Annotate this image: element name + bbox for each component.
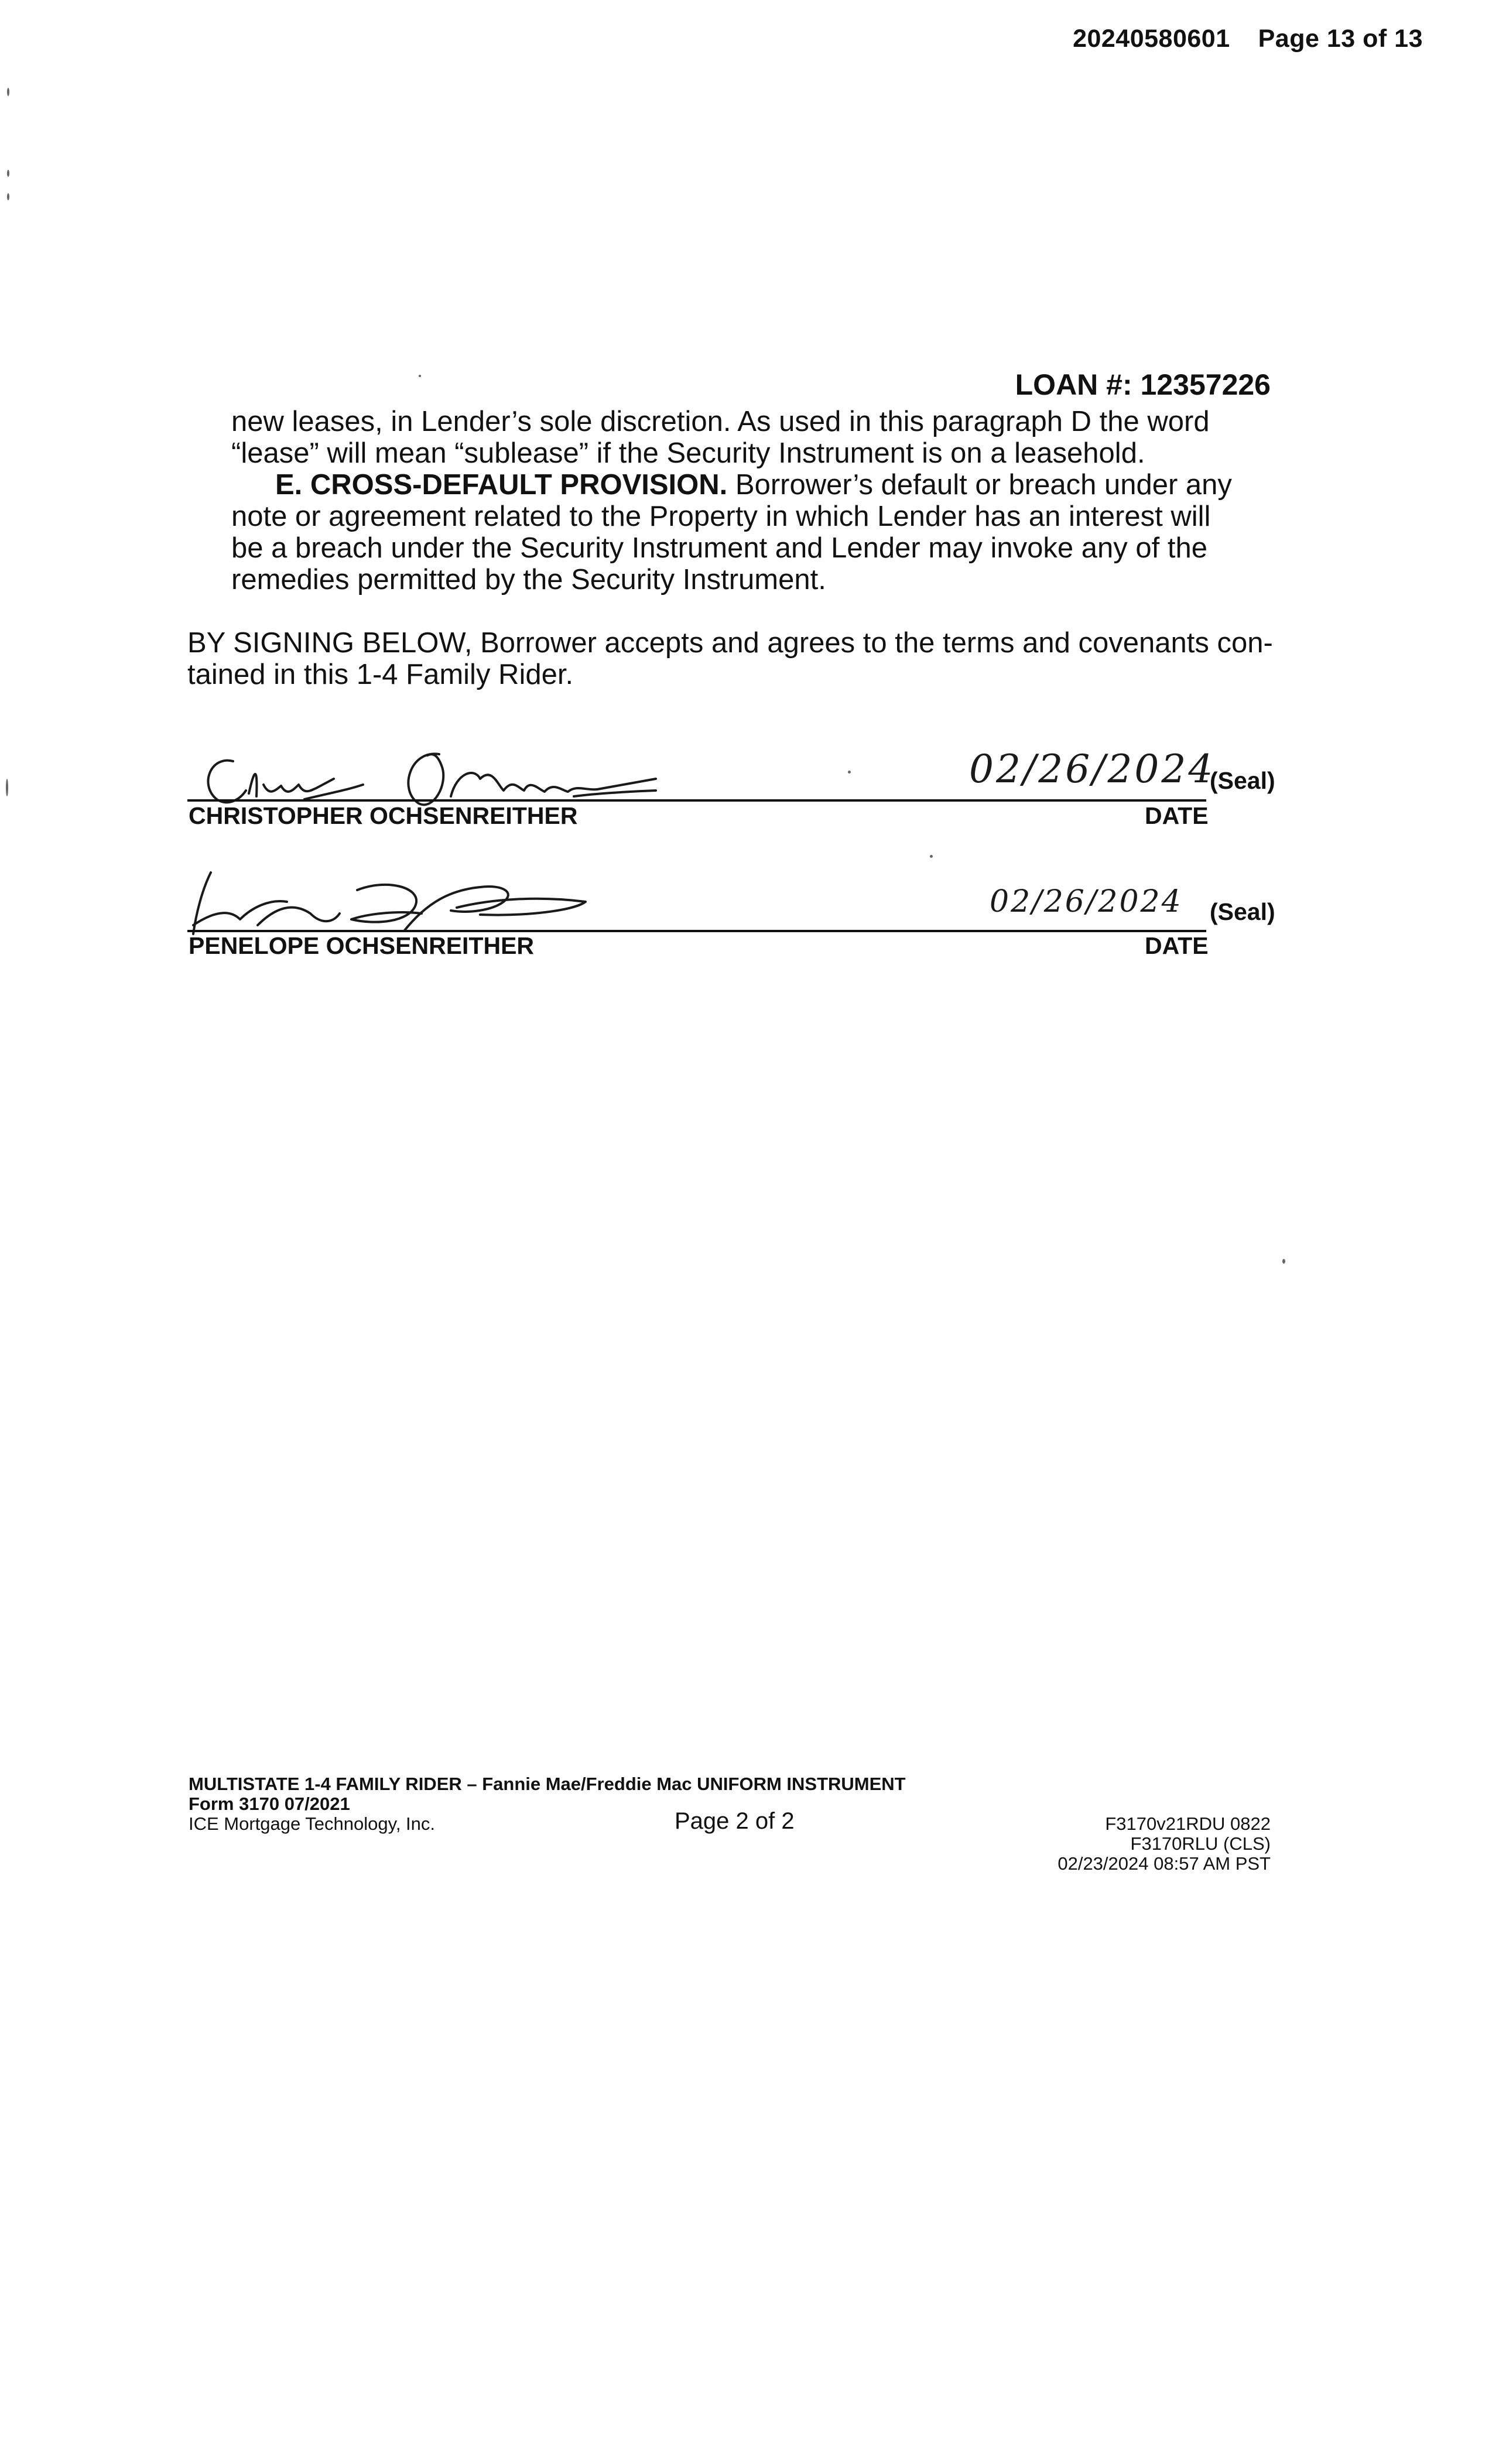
scan-artifact	[930, 855, 933, 858]
scan-artifact	[6, 779, 8, 796]
page-header	[1073, 25, 1423, 53]
paragraph-e-line-1	[275, 469, 1232, 501]
footer-form-title: MULTISTATE 1-4 FAMILY RIDER – Fannie Mae/Freddie Mac UNIFORM INSTRUMENT	[189, 1774, 906, 1794]
paragraph-e-line-3: be a breach under the Security Instrument and Lender may invoke any of the	[231, 532, 1208, 564]
signature-date-penelope: 02/26/2024	[990, 884, 1183, 919]
page-counter: Page 13 of 13	[1258, 25, 1423, 53]
signer-name-christopher: CHRISTOPHER OCHSENREITHER	[189, 802, 578, 829]
paragraph-d-line-1: new leases, in Lender’s sole discretion. As used in this paragraph D the word	[231, 406, 1210, 437]
seal-label-christopher: (Seal)	[1210, 767, 1275, 794]
signature-line-christopher	[187, 799, 1206, 802]
paragraph-e-line-4: remedies permitted by the Security Instrument.	[231, 564, 826, 596]
signer-name-penelope: PENELOPE OCHSENREITHER	[189, 932, 535, 959]
signature-christopher	[187, 744, 714, 808]
date-label-christopher: DATE	[1145, 802, 1209, 829]
footer-form-number: Form 3170 07/2021	[189, 1794, 350, 1814]
footer-company: ICE Mortgage Technology, Inc.	[189, 1813, 436, 1834]
loan-number: LOAN #: 12357226	[1015, 368, 1271, 401]
paragraph-e-heading: E. CROSS-DEFAULT PROVISION.	[275, 469, 728, 501]
scan-artifact	[7, 170, 9, 177]
paragraph-d-line-2: “lease” will mean “sublease” if the Security Instrument is on a leasehold.	[231, 437, 1145, 469]
footer-timestamp: 02/23/2024 08:57 AM PST	[1057, 1853, 1271, 1874]
document-number: 20240580601	[1073, 25, 1230, 53]
scan-artifact	[419, 375, 421, 377]
seal-label-penelope: (Seal)	[1210, 898, 1275, 925]
footer-page-number: Page 2 of 2	[675, 1808, 795, 1834]
paragraph-e-line-1-text: Borrower’s default or breach under any	[727, 469, 1232, 501]
scan-artifact	[7, 88, 9, 96]
signature-date-christopher: 02/26/2024	[969, 747, 1216, 792]
scan-artifact	[1282, 1259, 1285, 1264]
footer-form-code-2: F3170RLU (CLS)	[1130, 1833, 1271, 1854]
scan-artifact	[848, 771, 851, 774]
signing-statement-line-1: BY SIGNING BELOW, Borrower accepts and agrees to the terms and covenants con-	[187, 627, 1273, 659]
date-label-penelope: DATE	[1145, 932, 1209, 959]
signing-statement-line-2: tained in this 1-4 Family Rider.	[187, 659, 574, 690]
footer-form-code: F3170v21RDU 0822	[1105, 1813, 1271, 1834]
scan-artifact	[7, 193, 9, 200]
paragraph-e-line-2: note or agreement related to the Property in which Lender has an interest will	[231, 501, 1211, 532]
